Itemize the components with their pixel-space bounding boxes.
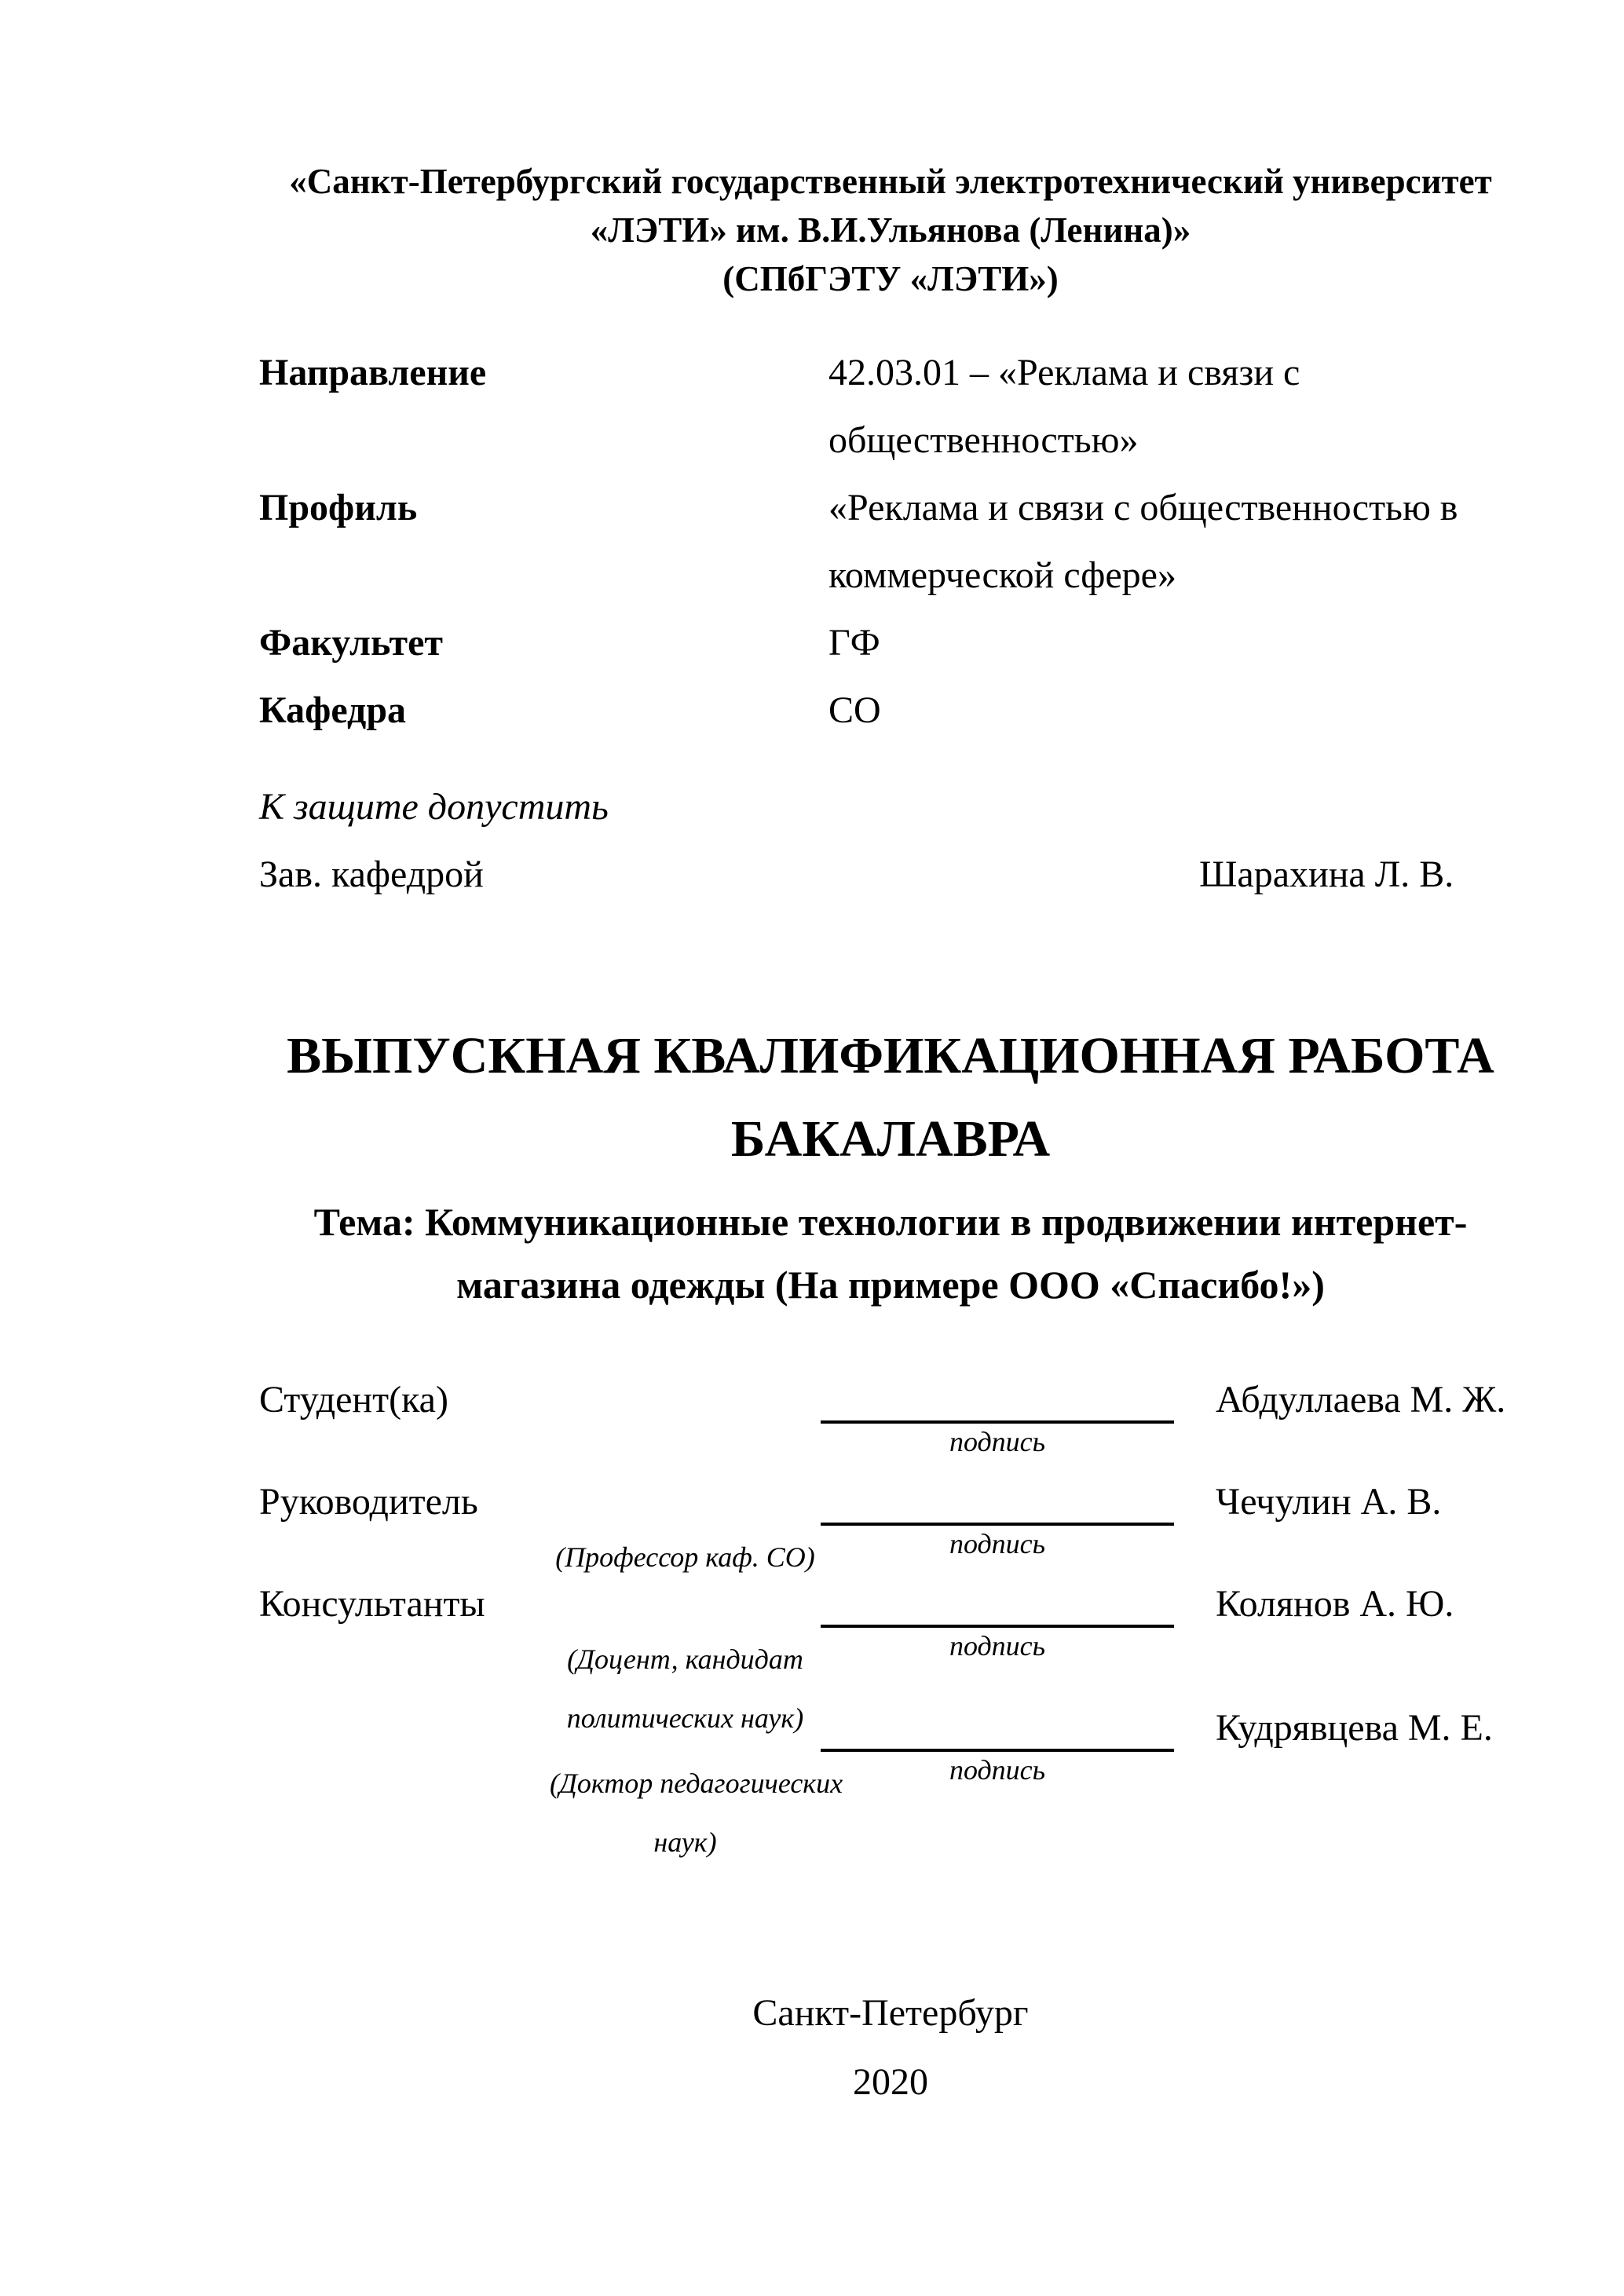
department-head-name: Шарахина Л. В. xyxy=(1199,854,1454,895)
university-abbreviation: (СПбГЭТУ «ЛЭТИ») xyxy=(722,259,1059,298)
field-value-faculty xyxy=(828,609,1522,677)
thesis-theme-line-1: Тема: Коммуникационные технологии в продвижении интернет- xyxy=(313,1200,1468,1244)
field-label-profile: Профиль xyxy=(259,487,418,528)
field-row-profile xyxy=(259,474,1522,609)
field-value-direction xyxy=(828,339,1522,474)
thesis-title-line-1: ВЫПУСКНАЯ КВАЛИФИКАЦИОННАЯ РАБОТА xyxy=(287,1027,1494,1084)
footer-block xyxy=(259,1979,1522,2117)
field-value-line: ГФ xyxy=(828,622,880,664)
signature-caption: подпись xyxy=(949,1630,1046,1662)
signature-row-consultant-2 xyxy=(259,1704,1577,1858)
signature-qualification xyxy=(550,1754,843,1872)
qualification-line: (Доктор педагогических xyxy=(550,1768,843,1799)
qualification-line: (Профессор каф. СО) xyxy=(555,1541,815,1573)
university-header xyxy=(259,157,1522,303)
signature-row-student xyxy=(259,1376,1577,1460)
admission-block xyxy=(259,773,1522,909)
footer-year: 2020 xyxy=(853,2061,928,2103)
university-name-line-2: «ЛЭТИ» им. В.И.Ульянова (Ленина)» xyxy=(590,210,1191,250)
signature-row-supervisor xyxy=(259,1478,1577,1573)
signature-qualification xyxy=(550,1528,821,1587)
thesis-theme xyxy=(259,1190,1522,1316)
thesis-title-block xyxy=(259,1015,1522,1316)
signature-caption: подпись xyxy=(949,1528,1046,1559)
department-head-label: Зав. кафедрой xyxy=(259,854,484,895)
field-value-line: общественностью» xyxy=(828,419,1139,461)
signature-role-label xyxy=(259,1704,550,1788)
field-value-profile xyxy=(828,474,1522,609)
field-label-faculty: Факультет xyxy=(259,622,443,664)
admission-row xyxy=(259,841,1522,909)
signature-cell xyxy=(821,1376,1174,1460)
admission-note: К защите допустить xyxy=(259,786,609,828)
field-label-direction: Направление xyxy=(259,352,487,393)
field-row-faculty xyxy=(259,609,1522,677)
signature-person-name: Абдуллаева М. Ж. xyxy=(1216,1379,1506,1420)
signature-cell xyxy=(821,1580,1174,1664)
program-fields xyxy=(259,339,1522,744)
signature-cell xyxy=(821,1704,1174,1788)
signatures-block xyxy=(259,1376,1577,1858)
footer-city: Санкт-Петербург xyxy=(752,1992,1029,2034)
signature-person-name: Колянов А. Ю. xyxy=(1216,1583,1454,1625)
thesis-title-line-2: БАКАЛАВРА xyxy=(730,1110,1051,1168)
field-value-line: СО xyxy=(828,689,881,731)
field-value-department xyxy=(828,677,1522,744)
signature-caption: подпись xyxy=(949,1426,1046,1457)
qualification-line: (Доцент, кандидат xyxy=(567,1643,803,1675)
signature-role-label: Консультанты xyxy=(259,1583,485,1625)
field-value-line: 42.03.01 – «Реклама и связи с xyxy=(828,352,1300,393)
signature-person-name: Кудрявцева М. Е. xyxy=(1216,1707,1493,1749)
field-value-line: коммерческой сфере» xyxy=(828,554,1176,596)
thesis-theme-line-2: магазина одежды (На примере ООО «Спасибо!») xyxy=(456,1263,1325,1307)
signature-person-name: Чечулин А. В. xyxy=(1216,1481,1442,1523)
signature-caption: подпись xyxy=(949,1754,1046,1786)
signature-cell xyxy=(821,1478,1174,1562)
qualification-line: наук) xyxy=(653,1826,717,1858)
signature-role-label: Студент(ка) xyxy=(259,1379,448,1420)
university-name-line-1: «Санкт-Петербургский государственный электротехнический университет xyxy=(289,162,1492,201)
field-row-department xyxy=(259,677,1522,744)
signature-role-label: Руководитель xyxy=(259,1481,478,1523)
field-row-direction xyxy=(259,339,1522,474)
qualification-line: политических наук) xyxy=(566,1702,804,1734)
field-label-department: Кафедра xyxy=(259,689,407,731)
field-value-line: «Реклама и связи с общественностью в xyxy=(828,487,1458,528)
